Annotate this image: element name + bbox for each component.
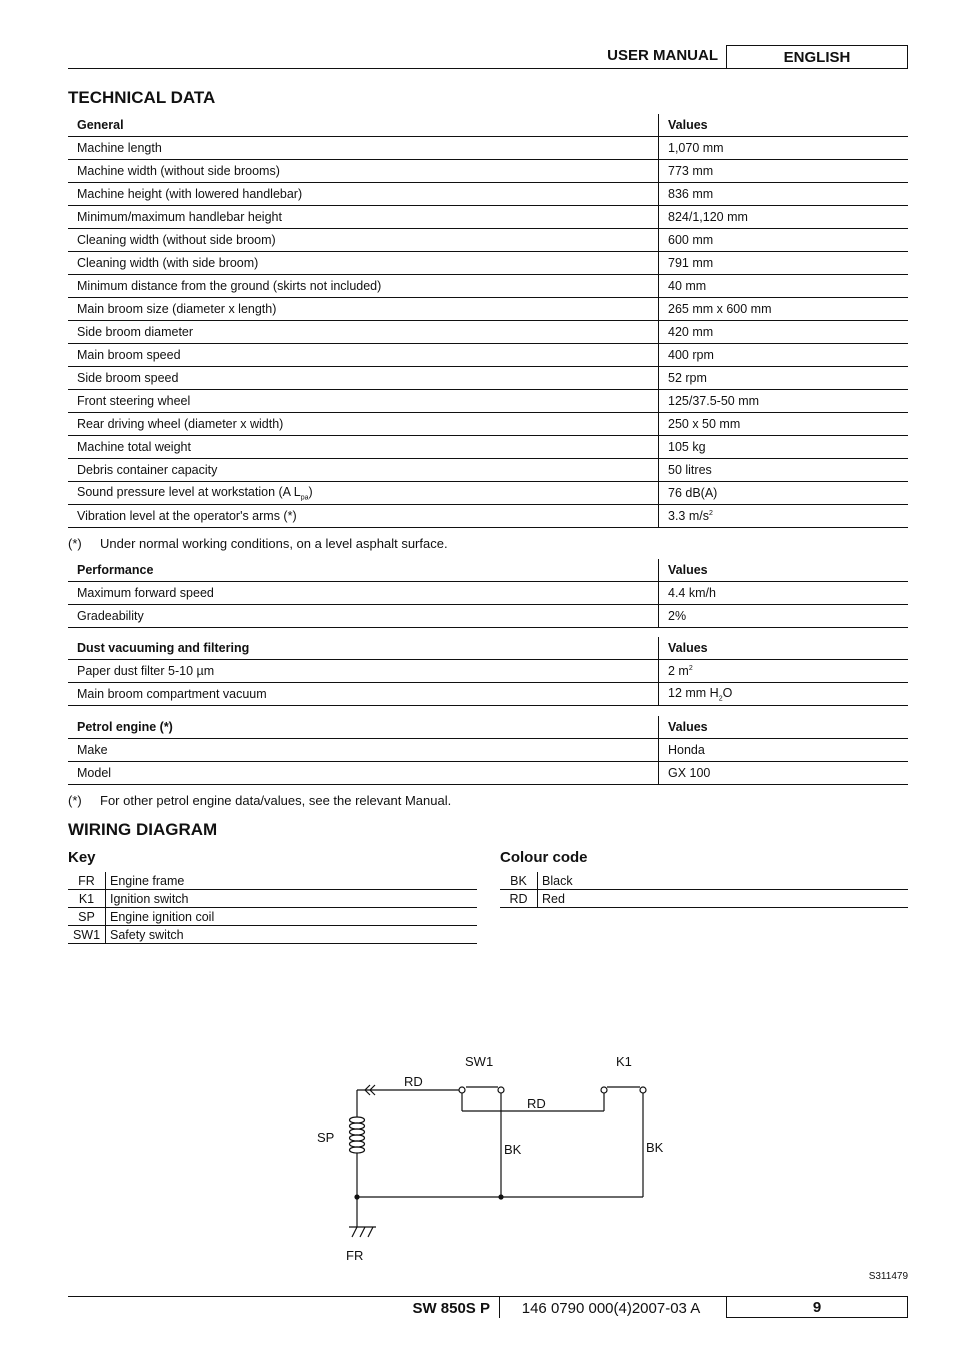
list-item — [68, 890, 477, 908]
label-cell: Paper dust filter 5-10 µm — [68, 660, 659, 683]
label-k1: K1 — [616, 1054, 632, 1069]
header-cell: Dust vacuuming and filtering — [68, 637, 659, 660]
value-cell: 1,070 mm — [659, 137, 909, 160]
label-cell: Main broom speed — [68, 344, 659, 367]
value-cell: 250 x 50 mm — [659, 413, 909, 436]
key-table — [68, 872, 477, 944]
label-cell: Debris container capacity — [68, 459, 659, 482]
label-cell: Machine height (with lowered handlebar) — [68, 183, 659, 206]
label-cell: Gradeability — [68, 605, 659, 628]
k1-terminal-left — [601, 1087, 607, 1093]
label-cell: Minimum/maximum handlebar height — [68, 206, 659, 229]
footer-model: SW 850S P — [412, 1300, 490, 1317]
label-cell: Main broom size (diameter x length) — [68, 298, 659, 321]
label-bk-right: BK — [646, 1140, 664, 1155]
table-row — [68, 482, 908, 505]
table-header-row — [68, 637, 908, 660]
table-row — [68, 206, 908, 229]
label-cell: Machine length — [68, 137, 659, 160]
table-row — [68, 436, 908, 459]
description-cell: Black — [538, 872, 909, 890]
sw1-terminal-left — [459, 1087, 465, 1093]
value-cell: 836 mm — [659, 183, 909, 206]
table-row — [68, 321, 908, 344]
code-cell: FR — [68, 872, 106, 890]
colour-code-title: Colour code — [500, 849, 588, 866]
table-header-row — [68, 559, 908, 582]
label-rd-left: RD — [404, 1074, 423, 1089]
engine-table — [68, 716, 908, 785]
value-cell: 265 mm x 600 mm — [659, 298, 909, 321]
table-row — [68, 459, 908, 482]
value-cell: 125/37.5-50 mm — [659, 390, 909, 413]
note-conditions — [68, 536, 448, 551]
page-number: 9 — [726, 1296, 908, 1318]
table-row — [68, 683, 908, 706]
label-bk-mid: BK — [504, 1142, 522, 1157]
label-cell: Sound pressure level at workstation (A $L_{pa}$) — [68, 482, 659, 505]
header-cell: Values — [659, 716, 909, 739]
description-cell: Safety switch — [106, 926, 478, 944]
list-item — [68, 872, 477, 890]
label-cell: Machine total weight — [68, 436, 659, 459]
table-row — [68, 762, 908, 785]
junction-dot — [498, 1194, 503, 1199]
code-cell: RD — [500, 890, 538, 908]
note-engine — [68, 793, 451, 808]
table-row — [68, 390, 908, 413]
value-cell: 12 mm $H_2O$ — [659, 683, 909, 706]
header-cell: Values — [659, 114, 909, 137]
label-cell: Side broom speed — [68, 367, 659, 390]
value-cell: Honda — [659, 739, 909, 762]
table-row — [68, 505, 908, 528]
table-row — [68, 275, 908, 298]
dust-table — [68, 637, 908, 706]
description-cell: Red — [538, 890, 909, 908]
value-cell: 824/1,120 mm — [659, 206, 909, 229]
value-cell: 791 mm — [659, 252, 909, 275]
value-cell: 420 mm — [659, 321, 909, 344]
code-cell: SP — [68, 908, 106, 926]
label-cell: Rear driving wheel (diameter x width) — [68, 413, 659, 436]
technical-data-title: TECHNICAL DATA — [68, 88, 216, 107]
wiring-diagram — [0, 1040, 954, 1270]
table-row — [68, 160, 908, 183]
value-cell: 600 mm — [659, 229, 909, 252]
label-sp: SP — [317, 1130, 335, 1145]
table-row — [68, 413, 908, 436]
list-item — [68, 926, 477, 944]
label-cell: Vibration level at the operator's arms (*) — [68, 505, 659, 528]
label-cell: Machine width (without side brooms) — [68, 160, 659, 183]
description-cell: Ignition switch — [106, 890, 478, 908]
label-cell: Cleaning width (without side broom) — [68, 229, 659, 252]
label-cell: Maximum forward speed — [68, 582, 659, 605]
label-cell: Front steering wheel — [68, 390, 659, 413]
colour-table — [500, 872, 908, 908]
header-cell: Values — [659, 559, 909, 582]
sw1-terminal-right — [498, 1087, 504, 1093]
value-cell: 76 dB(A) — [659, 482, 909, 505]
table-row — [68, 660, 908, 683]
language-label: ENGLISH — [726, 45, 908, 68]
value-cell: 40 mm — [659, 275, 909, 298]
value-cell: 400 rpm — [659, 344, 909, 367]
footer-document-number: 146 0790 000(4)2007-03 A — [521, 1300, 701, 1317]
value-cell: 773 mm — [659, 160, 909, 183]
junction-dot — [354, 1194, 359, 1199]
label-cell: Main broom compartment vacuum — [68, 683, 659, 706]
label-cell: Make — [68, 739, 659, 762]
description-cell: Engine frame — [106, 872, 478, 890]
label-cell: Minimum distance from the ground (skirts not included) — [68, 275, 659, 298]
note-text: Under normal working conditions, on a level asphalt surface. — [100, 536, 448, 551]
table-row — [68, 252, 908, 275]
note-mark: (*) — [68, 793, 82, 808]
value-cell: 4.4 km/h — [659, 582, 909, 605]
header-cell: General — [68, 114, 659, 137]
table-header-row — [68, 716, 908, 739]
value-cell: 52 rpm — [659, 367, 909, 390]
table-row — [68, 344, 908, 367]
table-row — [68, 229, 908, 252]
table-row — [68, 183, 908, 206]
note-text: For other petrol engine data/values, see the relevant Manual. — [100, 793, 452, 808]
header-cell: Values — [659, 637, 909, 660]
label-cell: Cleaning width (with side broom) — [68, 252, 659, 275]
label-cell: Model — [68, 762, 659, 785]
label-fr: FR — [346, 1248, 364, 1263]
note-mark: (*) — [68, 536, 82, 551]
label-sw1: SW1 — [465, 1054, 494, 1069]
list-item — [500, 890, 908, 908]
list-item — [500, 872, 908, 890]
table-row — [68, 605, 908, 628]
table-row — [68, 137, 908, 160]
code-cell: BK — [500, 872, 538, 890]
k1-terminal-right — [640, 1087, 646, 1093]
description-cell: Engine ignition coil — [106, 908, 478, 926]
value-cell: GX 100 — [659, 762, 909, 785]
figure-reference: S311479 — [868, 1271, 908, 1282]
manual-title: USER MANUAL — [607, 47, 718, 64]
table-header-row — [68, 114, 908, 137]
table-row — [68, 582, 908, 605]
list-item — [68, 908, 477, 926]
value-cell: 105 kg — [659, 436, 909, 459]
value-cell: 50 litres — [659, 459, 909, 482]
table-row — [68, 367, 908, 390]
value-cell: 2% — [659, 605, 909, 628]
value-cell: 3.3 $m/s^2$ — [659, 505, 909, 528]
code-cell: K1 — [68, 890, 106, 908]
table-row — [68, 739, 908, 762]
header-rule — [68, 68, 908, 69]
wiring-diagram-title: WIRING DIAGRAM — [68, 820, 218, 839]
label-rd-mid: RD — [527, 1096, 546, 1111]
header-cell: Performance — [68, 559, 659, 582]
code-cell: SW1 — [68, 926, 106, 944]
performance-table — [68, 559, 908, 628]
general-table — [68, 114, 908, 528]
value-cell: 2 $m^2$ — [659, 660, 909, 683]
label-cell: Side broom diameter — [68, 321, 659, 344]
key-title: Key — [68, 849, 96, 866]
table-row — [68, 298, 908, 321]
header-cell: Petrol engine (*) — [68, 716, 659, 739]
